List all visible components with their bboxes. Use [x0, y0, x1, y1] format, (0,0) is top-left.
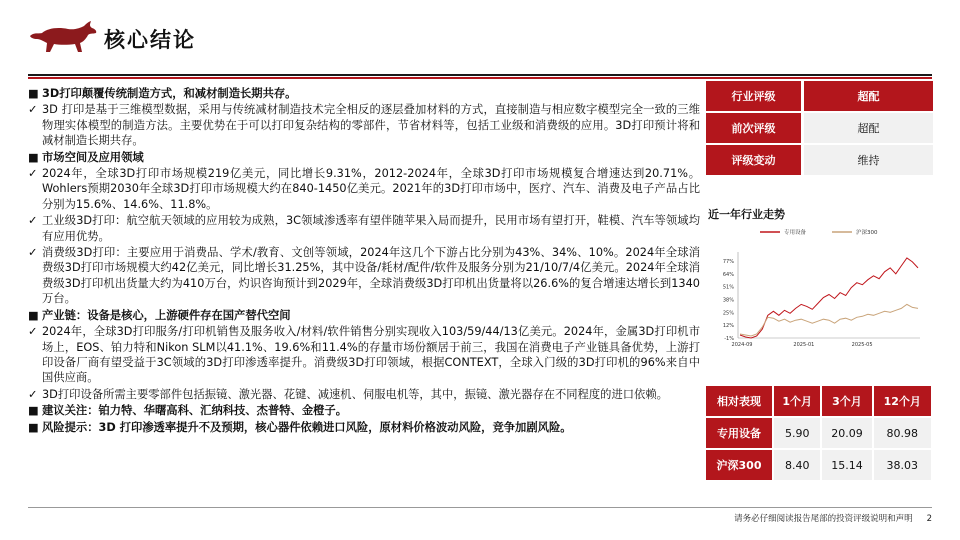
perf-header-cell: 3个月 [821, 386, 872, 417]
rating-label: 评级变动 [706, 144, 803, 176]
bull-logo-icon [28, 20, 98, 54]
item-text: 消费级3D打印：主要应用于消费品、学术/教育、文创等领域，2024年这几个下游占比分别为43%、34%、10%。2024年全球消费级3D打印市场规模大约42亿美元，同比增长31.25%，其中设备/耗材/配件/软件及服务分别为21/10/7/4亿美元。2024年全球消费级3D打印机出货量大约为410万台，灼识咨询预计到2029年，全球消费级3D打印机出货量将以26.6%的复合增速达增长到1340万台。 [42, 246, 700, 306]
square-bullet-icon: ■ [28, 150, 39, 164]
rating-label: 行业评级 [706, 81, 803, 112]
perf-value: 38.03 [873, 449, 932, 481]
item-text: 工业级3D打印：航空航天领域的应用较为成熟，3C领域渗透率有望伴随苹果入局而提升，民用市场有望打开，鞋模、汽车等领域均有应用优势。 [42, 214, 700, 243]
bullet-point [28, 245, 700, 307]
bullet-point [28, 387, 700, 402]
check-bullet-icon: ✓ [28, 103, 38, 117]
perf-value: 5.90 [773, 417, 821, 449]
square-bullet-icon: ■ [28, 87, 39, 100]
rating-row [706, 112, 933, 144]
bullet-point [28, 213, 700, 244]
rating-label: 前次评级 [706, 112, 803, 144]
section-heading [28, 86, 700, 101]
item-text: 3D 打印是基于三维模型数据，采用与传统减材制造技术完全相反的逐层叠加材料的方式，直接制造与相应数字模型完全一致的三维物理实体模型的制造方法。主要优势在于可以打印复杂结构的零部件，节省材料等，包括工业级和消费级的应用。3D打印预计将和减材制造长期共存。 [42, 103, 700, 148]
y-tick-label: 25% [722, 310, 734, 317]
item-text: 3D打印颠覆传统制造方式，和减材制造长期共存。 [42, 87, 297, 100]
series-line [740, 304, 918, 336]
perf-header-cell: 12个月 [873, 386, 932, 417]
page-header [0, 0, 960, 78]
y-tick-label: -1% [724, 336, 734, 342]
section-heading [28, 308, 700, 323]
perf-row [706, 449, 932, 481]
y-tick-label: 12% [722, 323, 734, 330]
section-heading [28, 403, 700, 418]
legend-label: 沪深300 [856, 230, 878, 236]
header-divider-accent [28, 77, 932, 79]
perf-header-cell: 相对表现 [706, 386, 773, 417]
footer-disclaimer: 请务必仔细阅读报告尾部的投资评级说明和声明 [734, 514, 913, 524]
header-divider [28, 74, 932, 76]
perf-label: 专用设备 [706, 417, 773, 449]
section-heading [28, 150, 700, 165]
bullet-point [28, 324, 700, 386]
item-text: 风险提示：3D 打印渗透率提升不及预期，核心器件依赖进口风险，原材料价格波动风险，竞争加剧风险。 [42, 420, 572, 434]
perf-value: 8.40 [773, 449, 821, 481]
x-tick-label: 2025-01 [793, 342, 815, 348]
section-heading [28, 420, 700, 435]
industry-trend-chart [706, 220, 932, 360]
perf-value: 15.14 [821, 449, 872, 481]
y-tick-label: 64% [722, 271, 734, 278]
page-number: 2 [926, 514, 932, 524]
square-bullet-icon: ■ [28, 308, 39, 322]
perf-row [706, 417, 932, 449]
trend-title: 近一年行业走势 [708, 208, 785, 221]
check-bullet-icon: ✓ [28, 387, 38, 401]
rating-row [706, 144, 933, 176]
conclusion-body [28, 86, 700, 436]
y-tick-label: 51% [722, 284, 734, 291]
y-tick-label: 77% [722, 258, 734, 265]
series-line [740, 258, 918, 338]
item-text: 2024年，全球3D打印市场规模219亿美元，同比增长9.31%，2012-2024年，全球3D打印市场规模复合增速达到20.71%。Wohlers预期2030年全球3D打印市场规模大约在840-1450亿美元。2021年的3D打印市场中，医疗、汽车、消费及电子产品占比分别为15.6%、14.6%、11.8%。 [42, 167, 700, 211]
perf-value: 80.98 [873, 417, 932, 449]
y-tick-label: 38% [722, 297, 734, 304]
rating-row [706, 81, 933, 112]
rating-value: 超配 [803, 81, 934, 112]
check-bullet-icon: ✓ [28, 167, 38, 181]
bullet-point [28, 102, 700, 148]
check-bullet-icon: ✓ [28, 246, 38, 260]
item-text: 建议关注：铂力特、华曙高科、汇纳科技、杰普特、金橙子。 [42, 404, 348, 418]
legend-label: 专用设备 [784, 230, 807, 236]
square-bullet-icon: ■ [28, 420, 39, 434]
x-tick-label: 2024-09 [731, 342, 753, 348]
check-bullet-icon: ✓ [28, 214, 38, 228]
page-title: 核心结论 [104, 28, 196, 52]
item-text: 市场空间及应用领域 [42, 150, 144, 164]
perf-value: 20.09 [821, 417, 872, 449]
item-text: 2024年，全球3D打印服务/打印机销售及服务收入/材料/软件销售分别实现收入103/59/44/13亿美元。2024年，金属3D打印机市场上，EOS、铂力特和Nikon SLM以41.1%、19.6%和11.4%的存量市场份额居于前三，我国在消费电子产业链具备优势，上游打印设备厂商有望受益于3C领域的3D打印渗透率提升。消费级3D打印领域，根据CONTEXT，全球入门级的3D打印机的96%来自中国供应商。 [42, 325, 700, 385]
check-bullet-icon: ✓ [28, 325, 38, 339]
footer [734, 512, 932, 524]
item-text: 3D打印设备所需主要零部件包括振镜、激光器、花键、减速机、伺服电机等，其中，振镜、激光器存在不同程度的进口依赖。 [42, 387, 668, 401]
bullet-point [28, 166, 700, 212]
rating-table [706, 81, 933, 177]
item-text: 产业链：设备是核心，上游硬件存在国产替代空间 [42, 308, 291, 322]
rating-value: 维持 [803, 144, 934, 176]
perf-header-cell: 1个月 [773, 386, 821, 417]
relative-performance-table [706, 386, 933, 482]
square-bullet-icon: ■ [28, 404, 39, 418]
rating-value: 超配 [803, 112, 934, 144]
perf-label: 沪深300 [706, 449, 773, 481]
perf-header-row [706, 386, 932, 417]
footer-divider [28, 507, 932, 508]
x-tick-label: 2025-05 [851, 342, 873, 348]
